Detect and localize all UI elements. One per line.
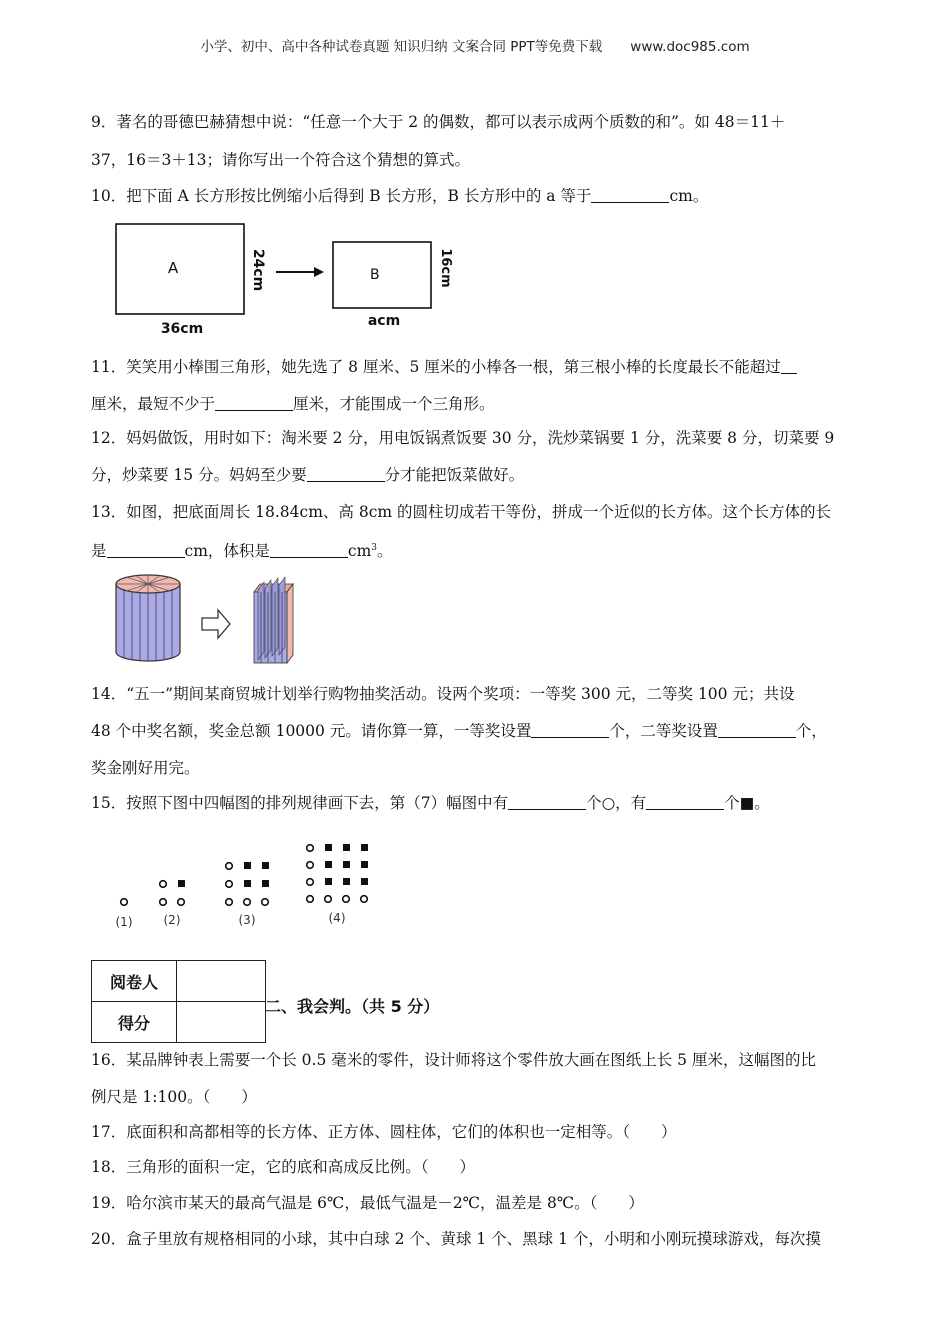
q14-answer-blank-1[interactable] bbox=[531, 721, 609, 738]
q11-text-2a: 厘米，最短不少于 bbox=[91, 395, 216, 413]
rect-b-width-label: acm bbox=[367, 313, 401, 329]
q10-rectangles-figure bbox=[108, 218, 468, 340]
q10-text bbox=[91, 186, 708, 206]
arrow-icon bbox=[314, 267, 324, 277]
q12-text-2a: 分，炒菜要 15 分。妈妈至少要 bbox=[91, 466, 307, 484]
rect-b-height-label: 16cm bbox=[438, 248, 453, 288]
q12-line2 bbox=[91, 465, 524, 485]
rect-a-height-label: 24cm bbox=[250, 248, 266, 292]
q14-line2 bbox=[91, 721, 827, 741]
header-url[interactable]: www.doc985.com bbox=[630, 39, 750, 55]
prism-slices bbox=[254, 577, 293, 663]
q10-answer-blank[interactable] bbox=[591, 186, 669, 203]
q16-line1: 16．某品牌钟表上需要一个长 0.5 毫米的零件，设计师将这个零件放大画在图纸上长 5 厘米，这幅图的比 bbox=[91, 1051, 816, 1069]
q15-answer-blank-2[interactable] bbox=[646, 793, 724, 810]
rect-a-label: A bbox=[168, 259, 179, 277]
q9-line2: 37，16＝3＋13；请你写出一个符合这个猜想的算式。 bbox=[91, 151, 471, 169]
q10-text-b: cm。 bbox=[669, 187, 709, 205]
page-header bbox=[0, 35, 950, 55]
q14-answer-blank-2[interactable] bbox=[718, 721, 796, 738]
q14-line3: 奖金刚好用完。 bbox=[91, 759, 200, 777]
section-2-title: 二、我会判。（共 5 分） bbox=[265, 997, 440, 1016]
q15-text-a: 15．按照下图中四幅图的排列规律画下去，第（7）幅图中有 bbox=[91, 794, 509, 812]
q15-text bbox=[91, 793, 770, 813]
q11-line2 bbox=[91, 394, 495, 414]
q15-text-b: 个○，有 bbox=[586, 794, 647, 812]
rect-a bbox=[116, 224, 244, 314]
score-cell[interactable] bbox=[177, 1002, 266, 1043]
q9-line1: 9．著名的哥德巴赫猜想中说：“任意一个大于 2 的偶数，都可以表示成两个质数的和”。如 48＝11＋ bbox=[91, 113, 786, 131]
q15-text-c: 个■。 bbox=[724, 794, 770, 812]
circle-pattern bbox=[121, 845, 368, 906]
square-pattern bbox=[178, 844, 368, 887]
q13-answer-blank-2[interactable] bbox=[270, 541, 348, 558]
score-label: 得分 bbox=[92, 1002, 177, 1043]
pattern-label-2: (2) bbox=[163, 913, 181, 927]
q13-cylinder-figure bbox=[110, 570, 360, 670]
q13-line1: 13．如图，把底面周长 18.84cm、高 8cm 的圆柱切成若干等份，拼成一个近似的长方体。这个长方体的长 bbox=[91, 503, 831, 521]
q13-text-2b: cm，体积是 bbox=[184, 542, 270, 561]
q13-text-2a: 是 bbox=[91, 542, 107, 561]
q12-text-2b: 分才能把饭菜做好。 bbox=[384, 466, 525, 484]
q11-answer-blank-1[interactable] bbox=[781, 357, 797, 374]
q13-unit-superscript: 3 bbox=[371, 543, 378, 553]
q14-text-2c: 个， bbox=[795, 722, 827, 740]
pattern-label-1: (1) bbox=[115, 915, 133, 929]
q10-text-a: 10．把下面 A 长方形按比例缩小后得到 B 长方形，B 长方形中的 a 等于 bbox=[91, 187, 592, 205]
q17-text: 17．底面积和高都相等的长方体、正方体、圆柱体，它们的体积也一定相等。（ ） bbox=[91, 1123, 677, 1141]
transform-arrow-icon bbox=[202, 610, 230, 638]
pattern-label-4: (4) bbox=[328, 911, 346, 925]
pattern-labels bbox=[116, 911, 346, 929]
q15-pattern-figure bbox=[104, 836, 384, 936]
q16-line2: 例尺是 1:100。（ ） bbox=[91, 1088, 257, 1106]
q18-text: 18．三角形的面积一定，它的底和高成反比例。（ ） bbox=[91, 1158, 475, 1176]
pattern-label-3: (3) bbox=[238, 913, 256, 927]
q11-answer-blank-2[interactable] bbox=[215, 394, 293, 411]
q14-text-2b: 个，二等奖设置 bbox=[609, 722, 718, 740]
q11-text-2b: 厘米，才能围成一个三角形。 bbox=[293, 395, 495, 413]
reviewer-cell[interactable] bbox=[177, 961, 266, 1002]
rect-a-width-label: 36cm bbox=[160, 321, 204, 337]
reviewer-label: 阅卷人 bbox=[92, 961, 177, 1002]
score-table bbox=[91, 960, 266, 1043]
q15-answer-blank-1[interactable] bbox=[508, 793, 586, 810]
q19-text: 19．哈尔滨市某天的最高气温是 6℃，最低气温是－2℃，温差是 8℃。（ ） bbox=[91, 1194, 644, 1212]
q14-line1: 14．“五一”期间某商贸城计划举行购物抽奖活动。设两个奖项：一等奖 300 元，二等奖 100 元；共设 bbox=[91, 685, 795, 703]
q14-text-2a: 48 个中奖名额，奖金总额 10000 元。请你算一算，一等奖设置 bbox=[91, 722, 532, 740]
header-text: 小学、初中、高中各种试卷真题 知识归纳 文案合同 PPT等免费下载 bbox=[200, 39, 603, 55]
q11-line1 bbox=[91, 357, 797, 377]
rect-b-label: B bbox=[370, 267, 380, 283]
q13-text-2d: 。 bbox=[377, 542, 393, 561]
rect-b bbox=[333, 242, 431, 308]
q11-text-1: 11．笑笑用小棒围三角形，她先选了 8 厘米、5 厘米的小棒各一根，第三根小棒的长度最长不能超过 bbox=[91, 358, 781, 376]
q12-answer-blank[interactable] bbox=[307, 465, 385, 482]
q13-text-2c: cm bbox=[347, 542, 372, 561]
q13-line2 bbox=[91, 538, 393, 561]
q20-text: 20．盒子里放有规格相同的小球，其中白球 2 个、黄球 1 个、黑球 1 个，小明和小刚玩摸球游戏，每次摸 bbox=[91, 1230, 821, 1248]
q12-line1: 12．妈妈做饭，用时如下：淘米要 2 分，用电饭锅煮饭要 30 分，洗炒菜锅要 1 分，洗菜要 8 分，切菜要 9 bbox=[91, 429, 835, 447]
q13-answer-blank-1[interactable] bbox=[107, 541, 185, 558]
